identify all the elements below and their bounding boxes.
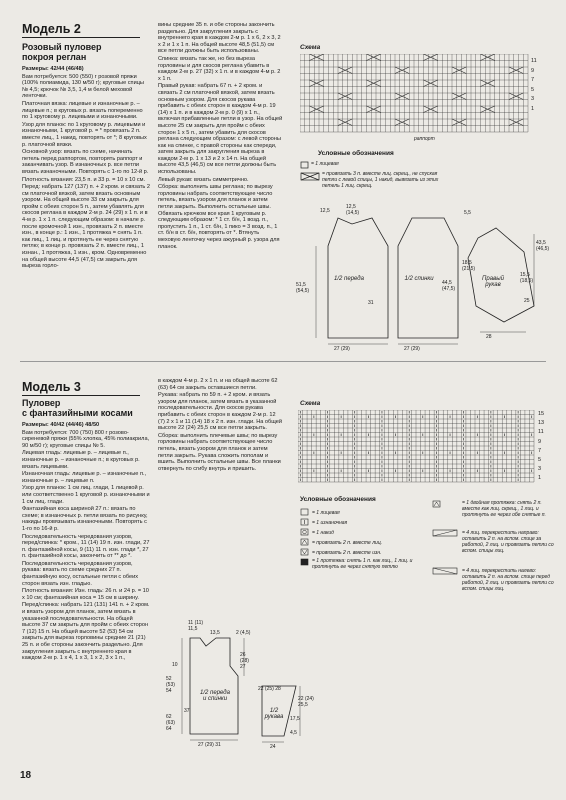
row-number: 7 (531, 77, 535, 84)
model2-subtitle-1: Розовый пуловер (22, 42, 102, 52)
row-number: 9 (531, 67, 535, 74)
model2-neck: вины средние 35 п. и обе стороны закончить раздельно. Для закругления закрыть с внутреннего края в каждом 2-м р. 1 х 6, 2 х 3, 2 х 2 и 1 х 1 п. На общей высоте 48,5 (51,5) см все петли должны быть использованы. (158, 22, 281, 55)
model2-materials: Вам потребуется: 500 (550) г розовой пряжи (100% полиамида, 130 м/50 г); круговые спицы № 4,5; крючок № 3,5, 1,4 м белой меховой ленточки. (22, 73, 144, 100)
model3-sleeve-width: 24 (270, 744, 276, 750)
model2-back-label: 1/2 спинки (404, 276, 434, 282)
model2-text-col2 (158, 22, 283, 354)
row-number: 7 (538, 447, 542, 454)
model3-sleeves: Рукава: набрать по 59 п. + 2 кром. и вязать узором для планок, затем вязать в указанной последовательности. Для скосов рукава прибавить с обеих сторон в каждом 2-м р. 12 (7) 2 х 1 и 11 (14) 18 х 2 п. изн. глади. На общей высоте 22 (24) 25,5 см все петли закрыть. (158, 392, 283, 432)
model3-legend-left (312, 508, 422, 570)
model2-row-numbers (531, 57, 547, 115)
model3-subtitle-2: с фантазийными косами (22, 408, 133, 418)
model2-assembly: Сборка: выполнить швы реглана; по вырезу горловины набрать соответствующее число петель, вязать узором для планок и затем петли закрыть. Выполнить остальные швы. Обвязать крючком все края 1 круговым р. следующим образом: * 1 ст. б/н, 1 возд. п., пропустить 1 п., 1 ст. б/н, 1 пико = 3 возд. п., 1 ст. б/н в ст. б/н, повторять от *. Втянуть меховую ленточку через ажурный р. узора для планок. (158, 184, 280, 250)
model3-text-col2 (158, 378, 283, 528)
model3-title: Модель 3 (22, 380, 81, 394)
model3-h7: 17,5 (290, 716, 300, 722)
model3-legend-right-3: = 4 лиц. перекрестить налево: оставить 2 п. на вспом. спице перед работой, 2 лиц. и провязать петли со вспом. спицы лиц. (462, 568, 554, 592)
model3-sizes: Размеры: 40/42 (44/46) 48/50 (22, 422, 100, 428)
model2-sleeve-h4: 25 (524, 298, 530, 304)
model3-h3: 10 (172, 662, 178, 668)
model2-back: Спинка: вязать так же, но без выреза горловины и для скосов реглана убавить в каждом 2-м р. 27 (32) х 1 п. и в каждом 4-м р. 2 х 1 п. (158, 55, 281, 82)
model3-cable: Фантазийная коса шириной 27 п.: вязать по схеме; в изнаночных р. петли вязать по рисунку, накиды провязывать изнаночными. Повторять с 1-го по 16-й р. (22, 506, 148, 532)
row-number: 3 (538, 466, 542, 473)
model3-schema-chart (298, 410, 536, 484)
model2-title-rule (22, 37, 140, 38)
model2-schema-chart (300, 54, 530, 134)
model3-h5: 62 (63) 64 (166, 714, 175, 732)
model3-top-mid: 13,5 (210, 630, 220, 636)
model2-sleeve-h: 18,5 (21,5) (462, 260, 476, 272)
model3-text-col1 (22, 422, 150, 762)
model3-stitch-1: Лицевая гладь: лицевые р. – лицевые п., изнаночные р. – изнаночные п.; в круговых р. вязать лицевыми. (22, 450, 140, 470)
model3-front-label: 1/2 переда и спинки (200, 690, 230, 702)
page-number: 18 (20, 770, 32, 781)
model2-main-pattern: Основной узор: вязать по схеме, начинать петель перед раппортом, повторять раппорт и заканчивать узор. В изнаночных р. все петли вязать изнаночными. Повторять с 1-го по 12-й р. (22, 149, 149, 175)
model3-stitch-2: Изнаночная гладь: лицевые р. – изнаночные п., изнаночные р. – лицевые п. (22, 471, 147, 484)
model2-legend-2: = провязать 3 п. вместе лиц. скрещ., не спуская петли с левой спицы, 1 накид, вывязать из этих петель 1 лиц. скрещ. (322, 171, 439, 189)
model2-gauge: Плотность вязания: 23,5 п. и 33 р. = 10 х 10 см. (22, 176, 146, 183)
model2-sleeve-top: 5,5 (464, 210, 471, 216)
model2-sleeve-h3: 15,5 (18,5) (520, 272, 534, 284)
model3-sequence-2: Последовательность чередования узоров, рукава: вязать по схеме средних 27 п. фантазийную косу, остальные петли с обеих сторон вязать изн. гладью. (22, 560, 139, 587)
legend-item: = 1 протяжка: снять 1 п. как лиц., 1 лиц. и протянуть ее через снятую петлю (312, 558, 413, 570)
model3-h1: 26 (28) 27 (240, 652, 249, 670)
model3-subtitle-1: Пуловер (22, 398, 61, 408)
row-number: 1 (538, 475, 542, 482)
model2-sleeve-h2: 43,5 (46,5) (536, 240, 550, 252)
model2-top-dim: 12,5 (320, 208, 330, 214)
model3-neck: в каждом 4-м р. 2 х 1 п. и на общей высоте 62 (63) 64 см закрыть оставшиеся петли. (158, 378, 278, 391)
model3-legend-right-2: = 4 лиц. перекрестить направо: оставить 2 п. на вспом. спице за работой, 2 лиц. и провязать петли со вспом. спицы лиц. (462, 530, 554, 554)
model3-h4: 37 (184, 708, 190, 714)
model3-legend-right-1: = 1 двойная протяжка: снять 2 п. вместе как лиц. скрещ., 1 лиц. и протянуть ее через обе снятые п. (462, 500, 546, 518)
legend-item: = 1 накид (312, 530, 334, 536)
model3-sleeve-top: 22 (25) 28 (258, 686, 281, 692)
model3-row-numbers (538, 410, 554, 484)
model3-h8: 4,5 (290, 730, 297, 736)
row-number: 5 (531, 86, 535, 93)
model2-legend-1: = 1 лицевая (311, 161, 339, 167)
row-number: 13 (538, 420, 545, 427)
model3-gauge: Плотность вязания: Изн. гладь: 26 п. и 24 р. = 10 х 10 см; фантазийная коса = 15 см в ширину. (22, 588, 149, 601)
model3-front-back: Перед/спинка: набрать 121 (131) 141 п. + 2 кром. и вязать узором для планок, затем вязать в указанной последовательности. На общей высоте 37 см закрыть для пройм с обеих сторон 7 (12) 15 п. На общей высоте 52 (53) 54 см закрыть для выреза горловины средние 21 (21) 25 п. и обе стороны закончить раздельно. Для закругления закрыть с внутреннего края в каждом 2-м р. 1 х 4, 1 х 3, 1 х 2, 3 х 1 п., (22, 602, 150, 662)
model3-sleeve-label: 1/2 рукава (264, 708, 284, 720)
model3-h6: 22 (24) 25,5 (298, 696, 314, 708)
row-number: 9 (538, 438, 542, 445)
model3-materials: Вам потребуется: 700 (750) 800 г розово-сиреневой пряжи (55% хлопка, 45% полиакрила, 90 м/50 г); круговые спицы № 5. (22, 429, 150, 449)
model2-right-sleeve: Правый рукав: набрать 67 п. + 2 кром. и связать 2 см платочной вязкой, затем вязать основным узором. Для скосов рукава прибавить с обеих сторон в каждом 4-м р. 19 (14) х 1 п. и в каждом 2-м р. 0 (9) х 1 п., включая прибавленные петли в узор. На общей высоте 25 см закрыть для пройм с обеих сторон 1 х 5 п., затем убавить для скосов реглана следующим образом: с левой стороны как на спинке, с правой стороны как спереди, затем закрыть для закругления выреза в каждом 2-м р. 1 х 13 и 2 х 14 п. На общей высоте 43,5 (46,5) см все петли должны быть использованы. (158, 83, 283, 176)
legend-item: = провязать 2 п. вместе изн. (312, 550, 382, 556)
row-number: 11 (531, 58, 537, 64)
model3-top-left: 11 (11) 11,5 (188, 620, 204, 632)
model2-title: Модель 2 (22, 22, 81, 36)
model2-front-height: 51,5 (54,5) (296, 282, 310, 294)
model2-text-col1 (22, 66, 150, 354)
model2-front-label: 1/2 переда (334, 276, 364, 282)
model3-front-width: 27 (29) 31 (198, 742, 221, 748)
model3-legend-symbols-left (300, 508, 310, 570)
model2-stitch-2: Узор для планок: по 1 круговому р. лицевыми и изнаночными, 1 круговой р. = * провязать 2 п. вместе лиц., 1 накид, повторять от *; 8 круговых р. платочной вязки. (22, 121, 147, 148)
model3-schema-grid (298, 410, 534, 482)
row-number: 3 (531, 96, 535, 103)
row-number: 11 (538, 429, 544, 436)
model2-front-width: 27 (29) (334, 346, 350, 352)
model2-legend-title: Условные обозначения (318, 150, 394, 157)
model2-subtitle-2: покроя реглан (22, 52, 87, 62)
model2-schema-grid (300, 54, 528, 132)
model3-h2: 52 (53) 54 (166, 676, 175, 694)
model2-sleeve-label: Правый рукав (482, 276, 504, 288)
row-number: 1 (531, 105, 535, 112)
model2-stitch-1: Платочная вязка: лицевые и изнаночные р. – лицевые п.; в круговых р. вязать попеременно по 1 круговому р. лицевыми и изнаночными. (22, 100, 143, 121)
model3-title-rule (22, 395, 140, 396)
model2-sizes: Размеры: 42/44 (46/48) (22, 66, 84, 72)
model2-back-height: 44,5 (47,5) (442, 280, 456, 292)
model3-assembly: Сборка: выполнить плечевые швы; по вырезу горловины набрать соответствующее число петель, вязать узором для планок и затем петли закрыть. Рукава сложить пополам и вшить. Выполнить остальные швы. Все планки отвернуть по сгибу внутрь и пришить. (158, 432, 281, 472)
model2-left-sleeve: Левый рукав: вязать симметрично. (158, 176, 249, 183)
model3-stitch-3: Узор для планок: 1 см лиц. глади, 1 лицевой р. или соответственно 1 круговой р. изнаночными и 1 см лиц. глади. (22, 485, 150, 505)
legend-item: = 1 изнаночная (312, 520, 348, 526)
model2-sleeve-width: 28 (486, 334, 492, 340)
row-number: 5 (538, 457, 542, 464)
model2-front-height2: 31 (368, 300, 374, 306)
legend-item: = провязать 2 п. вместе лиц. (312, 540, 383, 546)
legend-item: = 1 лицевая (312, 510, 340, 516)
model3-sequence-1: Последовательность чередования узоров, перед/спинка: * кром., 11 (14) 19 п. изн. глади, 27 п. фантазийной косы, 9 (11) 11 п. изн. глади *, 27 п. фантазийной косы, закончить от ** до *. (22, 533, 150, 560)
model2-top-dim2: 12,5 (14,5) (346, 204, 360, 216)
model3-top-right: 2 (4,5) (236, 630, 251, 636)
section-divider (20, 361, 546, 362)
model3-legend-symbols-right (432, 500, 460, 580)
model3-legend-title: Условные обозначения (300, 496, 376, 503)
model2-rapport-label: раппорт (414, 136, 435, 142)
model2-back-width: 27 (29) (404, 346, 420, 352)
model3-schema-title: Схема (300, 400, 321, 407)
model2-front: Перед: набрать 127 (137) п. + 2 кром. и связать 2 см платочной вязкой, затем вязать основным узором. На общей высоте 33 см закрыть для пройм с обеих сторон 5 п., затем убавлять для скосов реглана в каждом 2-м р. 24 (29) х 1 п. и в 4-м р. 1 х 1 п. следующим образом: в начале р. после кромочной 1 изн., провязать 2 п. вместе изн., в конце р.: 1 изн., 1 протяжка = снять 1 п. как лиц., 1 лиц. и протянуть ее через снятую петлю; в конце р. провязать 2 п. вместе лиц., 1 изнан., 1 протяжка, 1 изн., кром. Одновременно на общей высоте 44,5 (47,5) см закрыть для выреза горло- (22, 184, 150, 270)
row-number: 15 (538, 411, 545, 417)
model2-schema-title: Схема (300, 44, 321, 51)
